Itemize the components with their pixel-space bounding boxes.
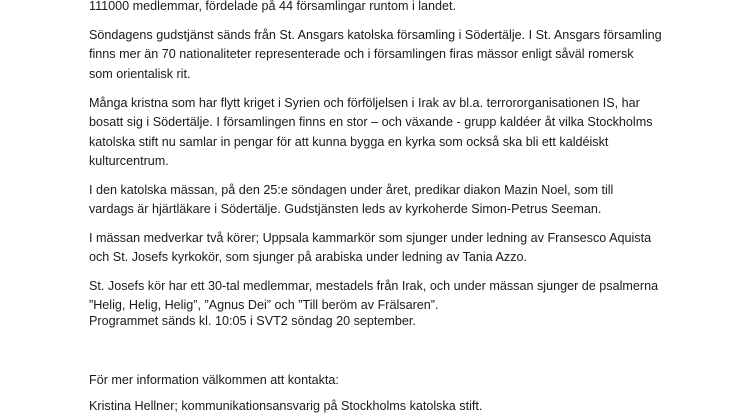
text-line: I mässan medverkar två körer; Uppsala kammarkör som sjunger under ledning av Fransesco Aquista	[89, 231, 652, 245]
paragraph-contact-person	[89, 397, 482, 416]
text-line: I den katolska mässan, på den 25:e söndagen under året, predikar diakon Mazin Noel, som till	[89, 183, 614, 197]
paragraph-contact-intro	[89, 371, 339, 390]
text-line: Många kristna som har flytt kriget i Syrien och förföljelsen i Irak av bl.a. terrororganisationen IS, har	[89, 96, 640, 110]
paragraph-refugees	[89, 94, 653, 171]
text-line: För mer information välkommen att kontakta:	[89, 373, 339, 387]
text-line: Söndagens gudstjänst sänds från St. Ansgars katolska församling i Södertälje. I St. Ansgars församling	[89, 28, 662, 42]
text-line: finns mer än 70 nationaliteter representerade och i församlingen firas mässor enligt såväl romersk	[89, 47, 634, 62]
paragraph-intro-tail	[89, 0, 456, 16]
text-line: ”Helig, Helig, Helig”, ”Agnus Dei” och ”Till beröm av Frälsaren”.	[89, 298, 439, 313]
text-line: Programmet sänds kl. 10:05 i SVT2 söndag 20 september.	[89, 314, 416, 328]
paragraph-mass-preacher	[89, 181, 613, 220]
paragraph-broadcast-origin	[89, 26, 662, 84]
text-line: kulturcentrum.	[89, 153, 169, 168]
paragraph-choirs	[89, 229, 651, 268]
text-line: Kristina Hellner; kommunikationsansvarig på Stockholms katolska stift.	[89, 399, 483, 413]
paragraph-schedule	[89, 312, 416, 331]
text-line: och St. Josefs kyrkokör, som sjunger på arabiska under ledning av Tania Azzo.	[89, 250, 527, 265]
text-line: vardags är hjärtläkare i Södertälje. Gudstjänsten leds av kyrkoherde Simon-Petrus Seeman.	[89, 202, 602, 217]
text-line: 111000 medlemmar, fördelade på 44 församlingar runtom i landet.	[89, 0, 457, 13]
text-line: som orientalisk rit.	[89, 66, 191, 81]
text-line: St. Josefs kör har ett 30-tal medlemmar, mestadels från Irak, och under mässan sjunger de psalmerna	[89, 279, 659, 293]
text-line: katolska stift nu samlar in pengar för att kunna bygga en kyrka som också ska bli ett kaldéiskt	[89, 134, 609, 149]
paragraph-choir-members	[89, 277, 658, 316]
text-line: bosatt sig i Södertälje. I församlingen finns en stor – och växande - grupp kaldéer åt vilka Stockholms	[89, 115, 653, 130]
